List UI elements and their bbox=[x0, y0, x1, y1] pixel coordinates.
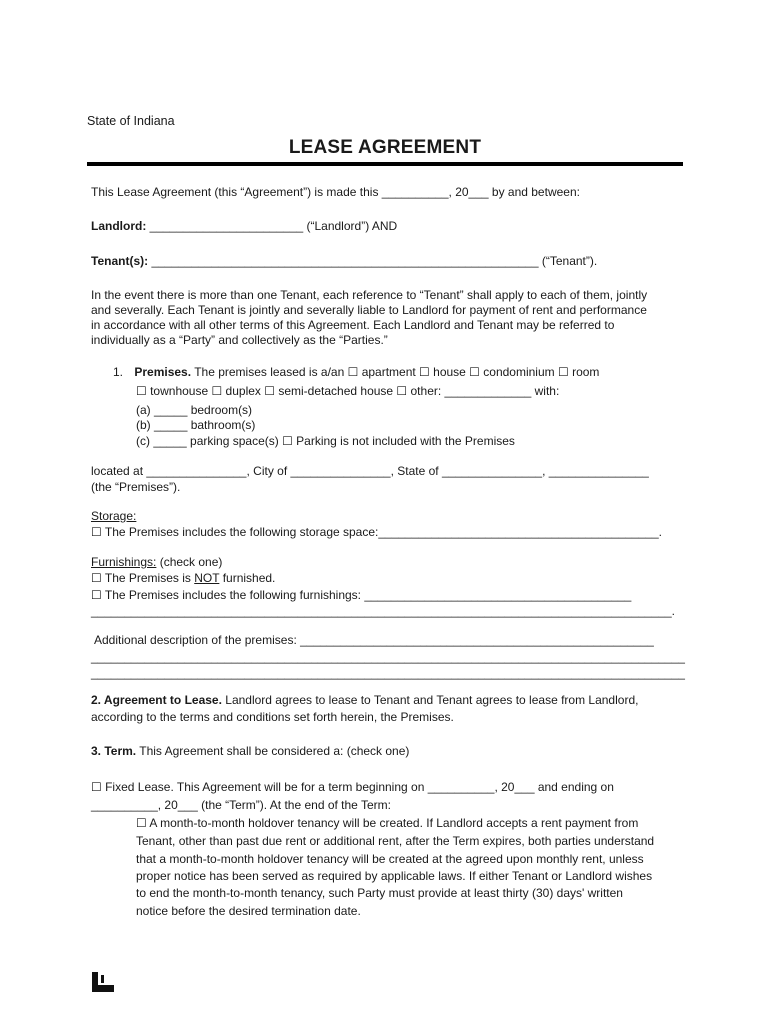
multi-tenant-line-3: in accordance with all other terms of this Agreement. Each Landlord and Tenant may be referred to bbox=[91, 318, 615, 332]
furnishings-heading-line bbox=[91, 555, 222, 570]
agreement-line-1 bbox=[91, 693, 638, 708]
furnishings-heading-suffix: (check one) bbox=[156, 555, 223, 569]
premises-parking: (c) _____ parking space(s) ☐ Parking is not included with the Premises bbox=[136, 434, 515, 448]
fixed-lease-line-1: ☐ Fixed Lease. This Agreement will be for a term beginning on __________, 20___ and ending on bbox=[91, 780, 614, 794]
furnishings-heading: Furnishings: bbox=[91, 555, 157, 569]
holdover-line-4: proper notice has been served as required by applicable laws. If either Tenant or Landlord wishes bbox=[136, 869, 653, 883]
state-label: State of Indiana bbox=[87, 114, 175, 128]
holdover-line-6: notice before the desired termination date. bbox=[136, 904, 361, 918]
landlord-text: _______________________ (“Landlord”) AND bbox=[146, 219, 398, 233]
additional-line-2: _________________________________________________________________________________________ bbox=[91, 650, 685, 664]
premises-types: The premises leased is a/an ☐ apartment ☐ house ☐ condominium ☐ room bbox=[191, 365, 600, 379]
page-title: LEASE AGREEMENT bbox=[288, 137, 482, 158]
premises-line-1 bbox=[113, 365, 599, 380]
landlord-label: Landlord: bbox=[91, 219, 147, 233]
multi-tenant-line-1: In the event there is more than one Tenant, each reference to “Tenant” shall apply to each of them, jointly bbox=[91, 288, 648, 302]
furnishings-option-1 bbox=[91, 571, 275, 586]
tenant-label: Tenant(s): bbox=[91, 254, 149, 268]
tenant-text: __________________________________________________________ (“Tenant”). bbox=[148, 254, 598, 268]
multi-tenant-line-4: individually as a “Party” and collectively as the “Parties.” bbox=[91, 333, 388, 347]
premises-bathrooms: (b) _____ bathroom(s) bbox=[136, 418, 256, 432]
term-label: 3. Term. bbox=[91, 744, 137, 758]
agreement-line-2: according to the terms and conditions set forth herein, the Premises. bbox=[91, 710, 454, 724]
term-line bbox=[91, 744, 409, 759]
furnishings-option-2: ☐ The Premises includes the following furnishings: ________________________________________ bbox=[91, 588, 632, 602]
additional-line-3: _________________________________________________________________________________________ bbox=[91, 666, 685, 680]
storage-heading: Storage: bbox=[91, 509, 137, 523]
landlord-line bbox=[91, 219, 397, 234]
agreement-text: Landlord agrees to lease to Tenant and Tenant agrees to lease from Landlord, bbox=[221, 693, 639, 707]
premises-label: Premises. bbox=[134, 365, 192, 379]
tenant-line bbox=[91, 254, 597, 269]
holdover-line-3: that a month-to-month holdover tenancy will be created at the agreed upon monthly rent, unless bbox=[136, 852, 644, 866]
storage-line: ☐ The Premises includes the following storage space:__________________________________________. bbox=[91, 525, 662, 539]
holdover-line-5: to end the month-to-month tenancy, such Party must provide at least thirty (30) days' written bbox=[136, 886, 623, 900]
furnishings-not: NOT bbox=[194, 571, 220, 585]
premises-definition: (the “Premises”). bbox=[91, 480, 181, 494]
furnishings-option-1-pre: ☐ The Premises is bbox=[91, 571, 195, 585]
furnishings-option-2-cont: _______________________________________________________________________________________. bbox=[91, 604, 675, 618]
premises-bedrooms: (a) _____ bedroom(s) bbox=[136, 403, 253, 417]
premises-line-2: ☐ townhouse ☐ duplex ☐ semi-detached house ☐ other: _____________ with: bbox=[136, 384, 560, 398]
document-logo-icon bbox=[92, 972, 114, 992]
intro-line: This Lease Agreement (this “Agreement”) is made this __________, 20___ by and between: bbox=[91, 185, 580, 199]
term-text: This Agreement shall be considered a: (check one) bbox=[136, 744, 410, 758]
fixed-lease-line-2: __________, 20___ (the “Term”). At the end of the Term: bbox=[91, 798, 391, 812]
title-rule bbox=[87, 162, 683, 166]
multi-tenant-line-2: and severally. Each Tenant is jointly and severally liable to Landlord for payment of rent and performance bbox=[91, 303, 647, 317]
premises-number: 1. bbox=[113, 365, 124, 379]
additional-line-1: Additional description of the premises: _____________________________________________________ bbox=[94, 633, 654, 647]
premises-location: located at _______________, City of _______________, State of _______________, _______________ bbox=[91, 464, 649, 478]
furnishings-option-1-post: furnished. bbox=[219, 571, 276, 585]
agreement-label: 2. Agreement to Lease. bbox=[91, 693, 222, 707]
holdover-line-2: Tenant, other than past due rent or additional rent, after the Term expires, both parties understand bbox=[136, 834, 655, 848]
holdover-line-1: ☐ A month-to-month holdover tenancy will be created. If Landlord accepts a rent payment from bbox=[136, 816, 639, 830]
